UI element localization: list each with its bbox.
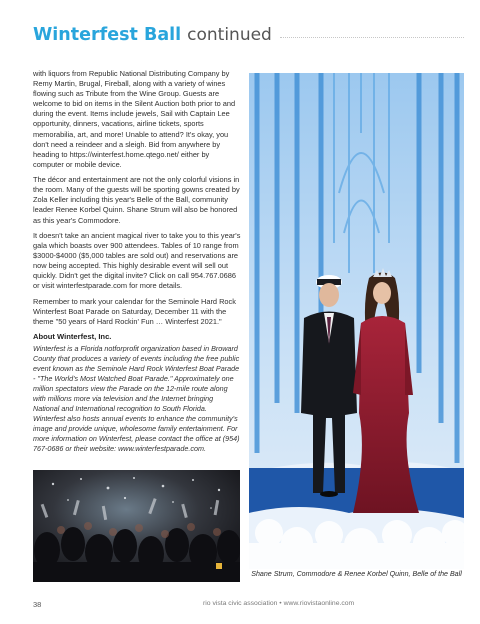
article-paragraph: The décor and entertainment are not the only colorful visions in the room. Many of the guests will be sporting gowns created by Zola Keller including this year's Belle of the Ball, community leader Renee Korbel Quinn. Shane Strum will also be honored as this year's Commodore. (33, 175, 240, 225)
page-title: Winterfest Ball (33, 25, 182, 45)
title-divider (280, 37, 464, 38)
page-header (33, 20, 464, 50)
page-footer (33, 600, 464, 614)
about-text: Winterfest is a Florida notforprofit organization based in Broward County that produces a variety of events including the free public event known as the Seminole Hard Rock Winterfest Boat Parade - "The World's Most Watched Boat Parade." Approximately one million spectators view the Parade on the 12-mile route along with millions more via television and the Internet bringing National and International recognition to South Florida. Winterfest also hosts annual events to enhance the community's image and provide unique, wholesome family entertainment. For more information on Winterfest, please contact the office at (954) 767-0686 or their website: www.winterfestparade.com. (33, 344, 240, 454)
article-paragraph: It doesn't take an ancient magical river to take you to this year's gala which boasts over 900 attendees. Tables of 10 range from $3000-$4000 ($5,000 tables are sold out) and reservations are now being accepted. This highly desirable event will sell out quickly. Didn't get the digital invite? Click on call 954.767.0686 or visit winterfestparade.com for more details. (33, 230, 241, 291)
page-number: 38 (33, 600, 42, 609)
article-paragraph: Remember to mark your calendar for the Seminole Hard Rock Winterfest Boat Parade on Saturday, December 11 with the theme "50 years of Hard Rockin' Fun … Winterfest 2021." (33, 296, 236, 326)
article-column (33, 69, 241, 454)
honorees-photo (249, 73, 464, 569)
about-heading: About Winterfest, Inc. (33, 332, 112, 341)
article-paragraph: with liquors from Republic National Distributing Company by Remy Martin, Brugal, Fireball, along with a variety of wines flowing such as Tribute from the Wine Group. Guests are welcome to bid on items in the Silent Auction both prior to and during the event. Items include jewels, Sail with Captain Lee opportunity, dinners, vacations, airline tickets, sports memorabilia, art, and more! Unable to attend? It's okay, you don't need a reindeer and a sleigh. Bid from anywhere by heading to https://winterfest.home.qtego.net/ either by computer or mobile device. (33, 69, 236, 169)
crowd-photo (33, 470, 240, 582)
crowd-photo-graphic (33, 470, 240, 582)
photo-caption: Shane Strum, Commodore & Renee Korbel Quinn, Belle of the Ball (251, 570, 462, 578)
footer-text: rio vista civic association • www.riovistaonline.com (203, 600, 355, 607)
title-continued: continued (187, 25, 272, 45)
honorees-photo-graphic (249, 73, 464, 569)
